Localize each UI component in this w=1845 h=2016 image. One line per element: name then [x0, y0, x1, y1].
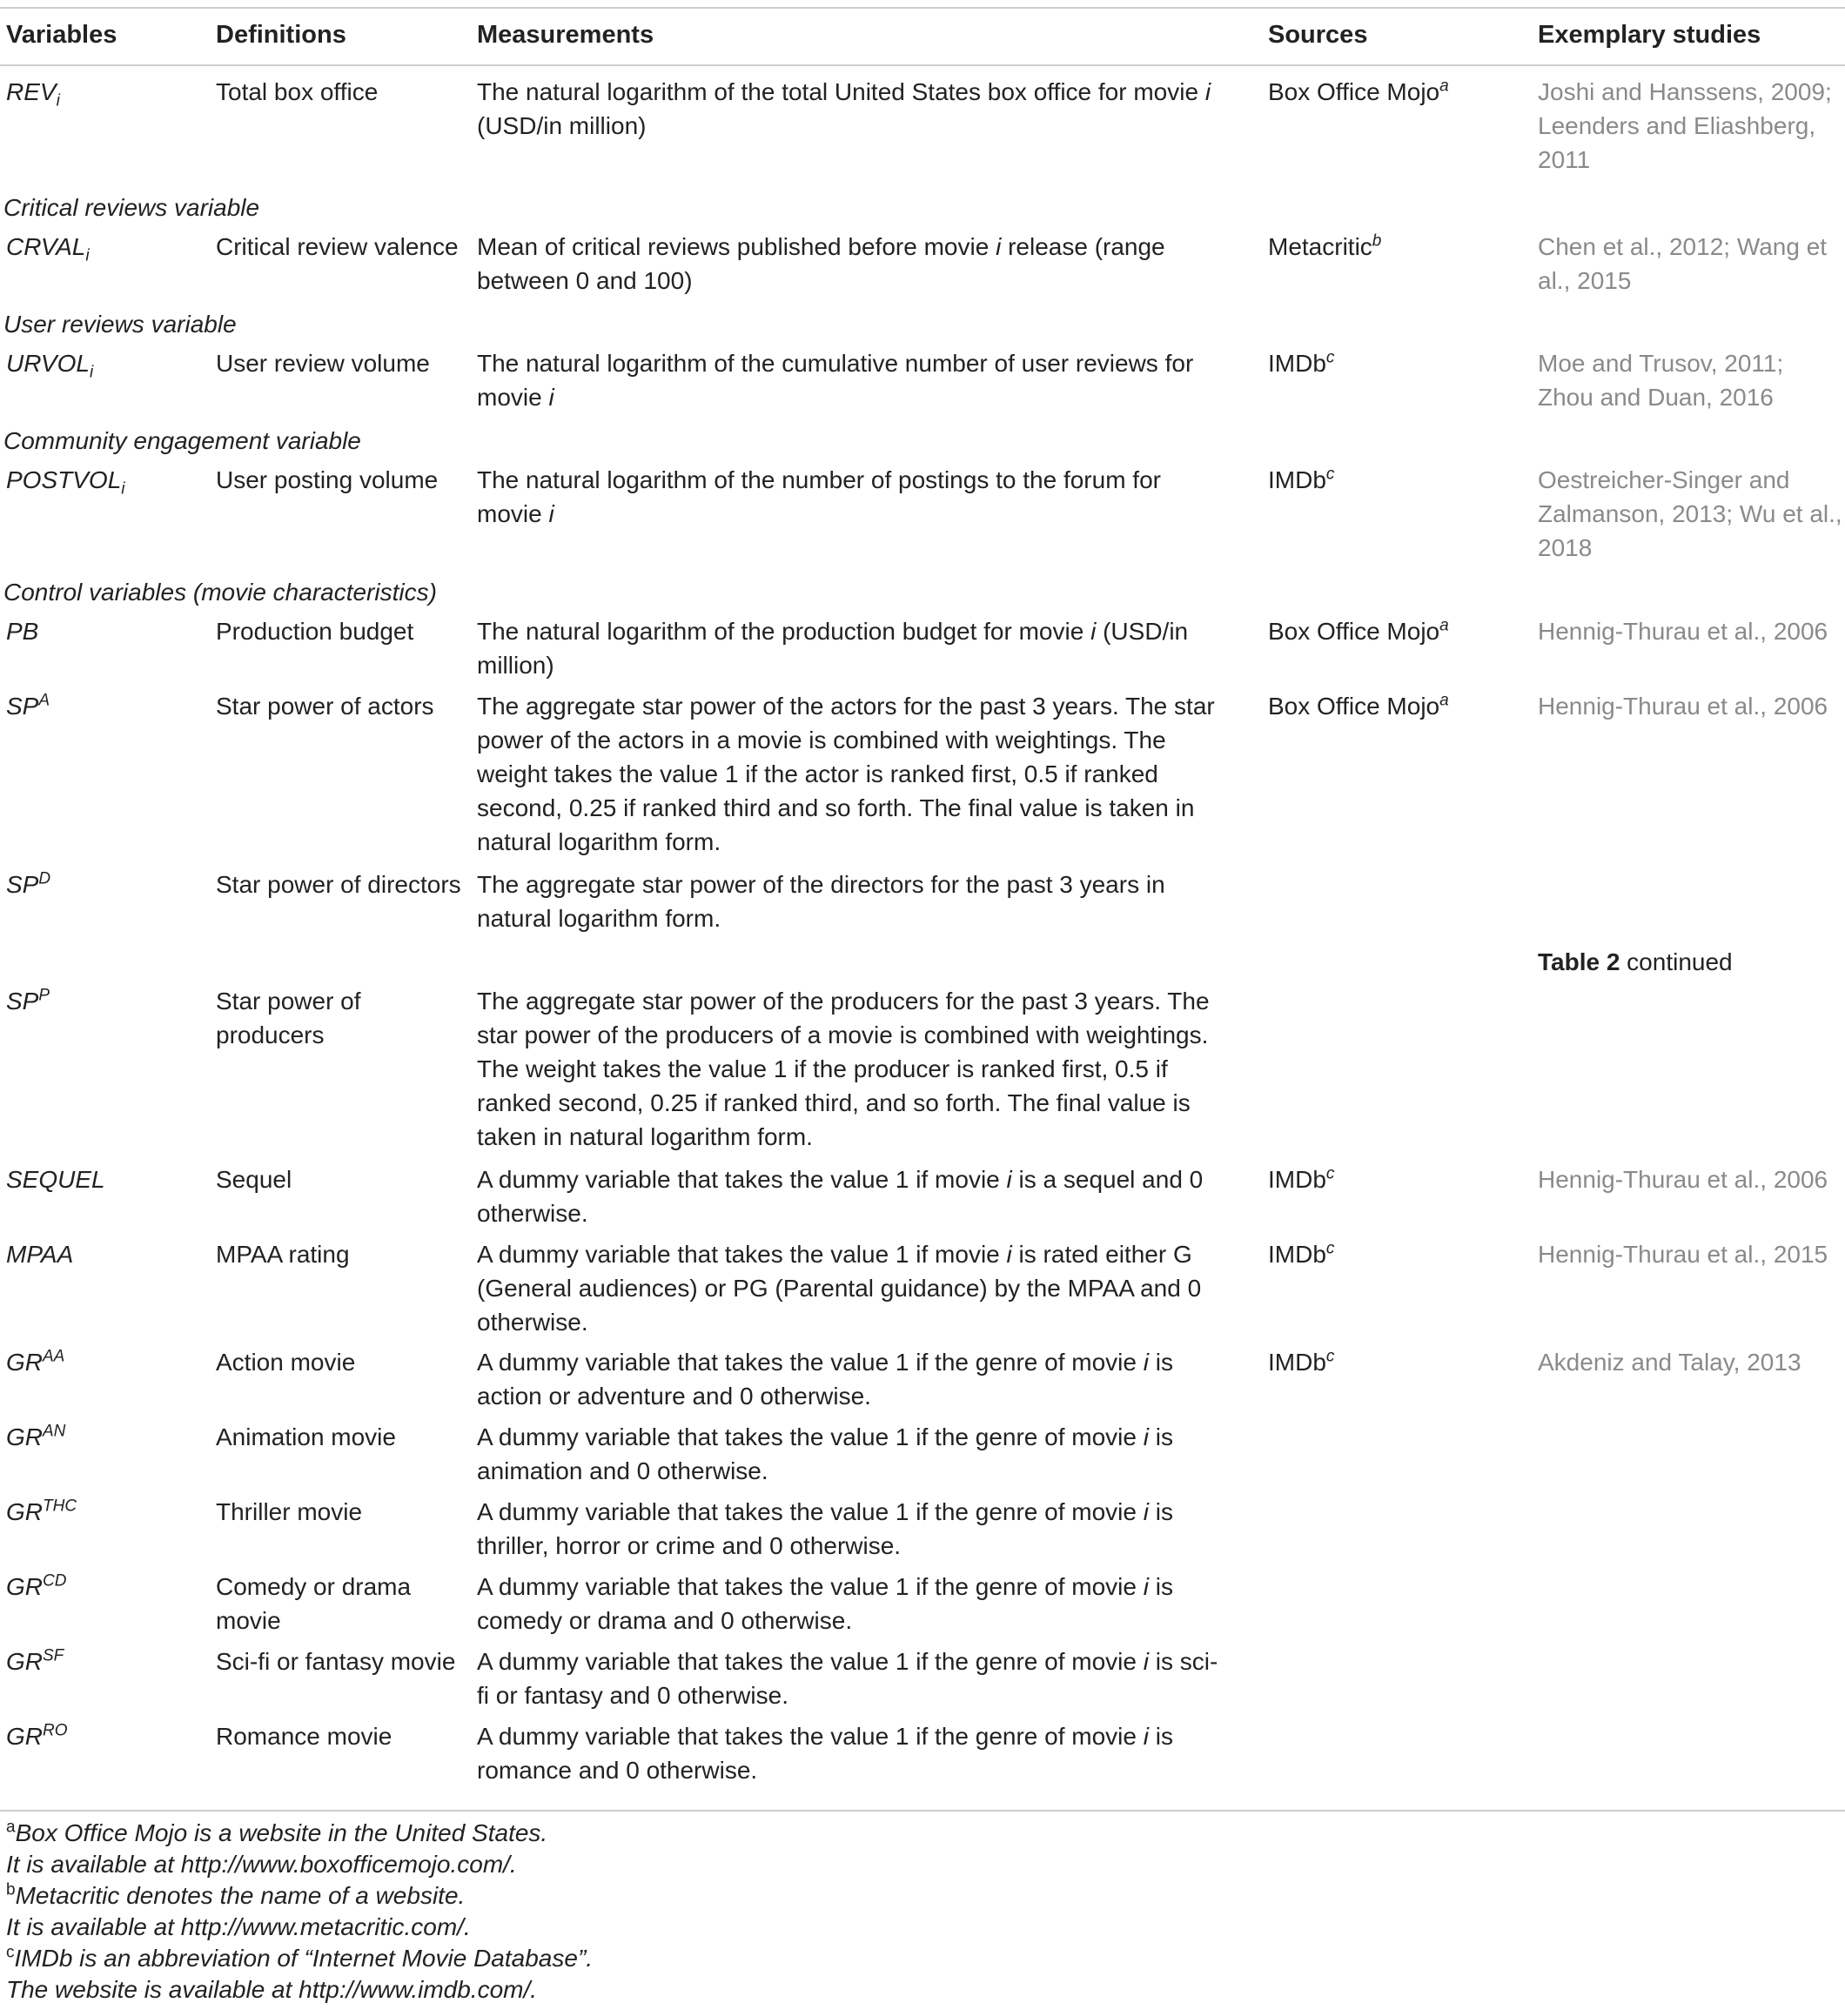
- variable-symbol: GR: [6, 1723, 43, 1750]
- definition-cell: User posting volume: [216, 466, 439, 493]
- source-name: IMDb: [1268, 1166, 1326, 1193]
- variable-cell: [6, 1345, 206, 1379]
- variable-symbol: GR: [6, 1648, 43, 1675]
- movie-index: i: [1143, 1573, 1149, 1600]
- variable-superscript: P: [38, 986, 50, 1005]
- source-name: IMDb: [1268, 350, 1326, 377]
- source-cell: [1268, 1237, 1529, 1271]
- definition-cell: Romance movie: [216, 1723, 392, 1750]
- source-cell: [1268, 689, 1529, 723]
- definition-cell: User review volume: [216, 350, 430, 377]
- source-footnote-mark: c: [1325, 465, 1335, 484]
- source-cell: [1268, 463, 1529, 497]
- variable-symbol: POSTVOL: [6, 466, 122, 493]
- continued-bold: Table 2: [1538, 948, 1620, 975]
- bottom-rule: [0, 1810, 1845, 1812]
- definition-cell: Star power of actors: [216, 693, 434, 720]
- variable-symbol: GR: [6, 1349, 43, 1376]
- variable-symbol: REV: [6, 78, 57, 105]
- source-name: IMDb: [1268, 466, 1326, 493]
- source-cell: [1268, 1345, 1529, 1379]
- movie-index: i: [1143, 1349, 1149, 1376]
- variable-symbol: SP: [6, 988, 39, 1015]
- variable-cell: [6, 1570, 206, 1604]
- definition-cell: MPAA rating: [216, 1241, 350, 1268]
- measurement-cell: A dummy variable that takes the value 1 if movie i is rated either G (General audiences) or PG (Parental guidance) by the MPAA and 0 otherwise.: [477, 1241, 1202, 1336]
- source-name: Box Office Mojo: [1268, 618, 1440, 645]
- continued-rest: continued: [1620, 948, 1733, 975]
- footnote-mark: a: [6, 1818, 16, 1837]
- variable-cell: [6, 346, 206, 380]
- variable-superscript: SF: [43, 1646, 64, 1665]
- footnote-line: [6, 1817, 547, 1849]
- measurement-cell: The aggregate star power of the producers for the past 3 years. The star power of the producers of a movie is combined with weightings. The weight takes the value 1 if the producer is ranked first, 0.5 if ranked second, 0.25 if ranked third, and so forth. The final value is taken in natural logarithm form.: [477, 988, 1210, 1150]
- footnote-text: Metacritic denotes the name of a website.: [15, 1882, 466, 1909]
- header-sources: Sources: [1268, 21, 1368, 49]
- footnote-line: [6, 1973, 537, 2006]
- footnote-line: [6, 1879, 465, 1912]
- variable-symbol: GR: [6, 1423, 43, 1450]
- measurement-cell: The natural logarithm of the total United States box office for movie i (USD/in million): [477, 78, 1211, 139]
- movie-index: i: [1006, 1241, 1012, 1268]
- measurement-cell: A dummy variable that takes the value 1 if the genre of movie i is animation and 0 otherwise.: [477, 1423, 1173, 1484]
- variable-cell: [6, 75, 206, 109]
- source-name: Metacritic: [1268, 233, 1372, 260]
- movie-index: i: [1143, 1498, 1149, 1525]
- measurement-cell: A dummy variable that takes the value 1 if the genre of movie i is sci-fi or fantasy and 0 otherwise.: [477, 1648, 1218, 1709]
- source-footnote-mark: c: [1325, 1347, 1335, 1366]
- source-footnote-mark: a: [1439, 77, 1449, 96]
- source-footnote-mark: a: [1439, 616, 1449, 635]
- variable-cell: [6, 1420, 206, 1454]
- variable-cell: [6, 1719, 206, 1753]
- variable-symbol: SP: [6, 693, 39, 720]
- measurement-cell: A dummy variable that takes the value 1 if movie i is a sequel and 0 otherwise.: [477, 1166, 1204, 1227]
- variable-subscript: i: [56, 91, 60, 111]
- variable-symbol: MPAA: [6, 1241, 74, 1268]
- table-continued-note: [1538, 945, 1733, 979]
- source-name: IMDb: [1268, 1349, 1326, 1376]
- source-cell: [1268, 230, 1529, 264]
- definition-cell: Thriller movie: [216, 1498, 363, 1525]
- section-community-engagement: Community engagement variable: [3, 427, 361, 454]
- source-footnote-mark: a: [1439, 691, 1449, 710]
- footnote-line: [6, 1848, 517, 1880]
- variable-cell: [6, 614, 206, 648]
- variable-symbol: CRVAL: [6, 233, 86, 260]
- source-footnote-mark: c: [1325, 1164, 1335, 1183]
- movie-index: i: [1143, 1723, 1149, 1750]
- variable-superscript: CD: [43, 1571, 67, 1591]
- header-rule: [0, 64, 1845, 66]
- footnote-text: Box Office Mojo is a website in the United States.: [15, 1819, 548, 1846]
- source-cell: [1268, 75, 1529, 109]
- variable-superscript: AA: [43, 1347, 65, 1366]
- definition-cell: Star power of directors: [216, 871, 461, 898]
- footnote-line: [6, 1911, 471, 1943]
- measurement-cell: A dummy variable that takes the value 1 if the genre of movie i is comedy or drama and 0 otherwise.: [477, 1573, 1173, 1634]
- source-footnote-mark: c: [1325, 348, 1335, 367]
- variable-superscript: THC: [43, 1497, 77, 1516]
- definition-cell: Critical review valence: [216, 233, 459, 260]
- footnote-text: The website is available at http://www.imdb.com/.: [6, 1976, 538, 2003]
- measurement-cell: The natural logarithm of the cumulative number of user reviews for movie i: [477, 350, 1194, 411]
- variable-symbol: GR: [6, 1498, 43, 1525]
- study-cell: Oestreicher-Singer and Zalmanson, 2013; Wu et al., 2018: [1538, 466, 1842, 561]
- footnote-mark: b: [6, 1880, 16, 1899]
- study-cell: Moe and Trusov, 2011; Zhou and Duan, 2016: [1538, 350, 1784, 411]
- section-critical-reviews: Critical reviews variable: [3, 194, 260, 221]
- variable-subscript: i: [121, 479, 125, 499]
- section-user-reviews: User reviews variable: [3, 311, 237, 338]
- header-measurements: Measurements: [477, 21, 654, 49]
- variable-symbol: GR: [6, 1573, 43, 1600]
- definition-cell: Sequel: [216, 1166, 292, 1193]
- variable-cell: [6, 1495, 206, 1529]
- header-variables: Variables: [6, 21, 117, 49]
- definition-cell: Star power of producers: [216, 988, 361, 1048]
- study-cell: Hennig-Thurau et al., 2006: [1538, 618, 1828, 645]
- source-footnote-mark: c: [1325, 1239, 1335, 1258]
- variable-symbol: URVOL: [6, 350, 90, 377]
- footnote-text: IMDb is an abbreviation of “Internet Movie Database”.: [14, 1945, 594, 1972]
- measurement-cell: The natural logarithm of the number of postings to the forum for movie i: [477, 466, 1161, 527]
- variable-superscript: A: [38, 691, 50, 710]
- variable-superscript: AN: [43, 1422, 66, 1441]
- variable-subscript: i: [85, 246, 90, 265]
- header-exemplary-studies: Exemplary studies: [1538, 21, 1761, 49]
- footnote-line: [6, 1942, 593, 1974]
- variable-symbol: SEQUEL: [6, 1166, 105, 1193]
- movie-index: i: [548, 500, 554, 527]
- section-control-variables: Control variables (movie characteristics): [3, 579, 437, 606]
- movie-index: i: [548, 384, 554, 411]
- measurement-cell: The aggregate star power of the directors for the past 3 years in natural logarithm form.: [477, 871, 1165, 932]
- variable-symbol: PB: [6, 618, 39, 645]
- movie-index: i: [996, 233, 1002, 260]
- movie-index: i: [1090, 618, 1097, 645]
- variable-cell: [6, 463, 206, 497]
- source-name: Box Office Mojo: [1268, 78, 1440, 105]
- source-cell: [1268, 1162, 1529, 1196]
- definition-cell: Total box office: [216, 78, 379, 105]
- study-cell: Akdeniz and Talay, 2013: [1538, 1349, 1801, 1376]
- footnote-text: It is available at http://www.metacritic.com/.: [6, 1913, 471, 1940]
- variable-superscript: RO: [43, 1721, 68, 1740]
- variable-superscript: D: [38, 869, 51, 888]
- header-definitions: Definitions: [216, 21, 346, 49]
- variable-subscript: i: [89, 363, 94, 382]
- measurement-cell: The aggregate star power of the actors for the past 3 years. The star power of the actors in a movie is combined with weightings. The weight takes the value 1 if the actor is ranked first, 0.5 if ranked second, 0.25 if ranked third and so forth. The final value is taken in natural logarithm form.: [477, 693, 1215, 855]
- variable-cell: [6, 230, 206, 264]
- definition-cell: Sci-fi or fantasy movie: [216, 1648, 456, 1675]
- definition-cell: Comedy or drama movie: [216, 1573, 412, 1634]
- measurement-cell: The natural logarithm of the production budget for movie i (USD/in million): [477, 618, 1189, 679]
- measurement-cell: A dummy variable that takes the value 1 if the genre of movie i is thriller, horror or crime and 0 otherwise.: [477, 1498, 1173, 1559]
- definition-cell: Production budget: [216, 618, 414, 645]
- measurement-cell: A dummy variable that takes the value 1 if the genre of movie i is action or adventure and 0 otherwise.: [477, 1349, 1173, 1410]
- variable-symbol: SP: [6, 871, 39, 898]
- top-rule: [0, 7, 1845, 9]
- definition-cell: Action movie: [216, 1349, 356, 1376]
- study-cell: Hennig-Thurau et al., 2015: [1538, 1241, 1828, 1268]
- movie-index: i: [1143, 1648, 1149, 1675]
- source-footnote-mark: b: [1372, 231, 1382, 251]
- footnote-mark: c: [6, 1943, 15, 1962]
- variable-cell: [6, 1237, 206, 1271]
- variable-cell: [6, 867, 206, 901]
- movie-index: i: [1006, 1166, 1012, 1193]
- source-cell: [1268, 346, 1529, 380]
- study-cell: Joshi and Hanssens, 2009; Leenders and Eliashberg, 2011: [1538, 78, 1832, 173]
- movie-index: i: [1143, 1423, 1149, 1450]
- measurement-cell: A dummy variable that takes the value 1 if the genre of movie i is romance and 0 otherwise.: [477, 1723, 1173, 1784]
- study-cell: Hennig-Thurau et al., 2006: [1538, 1166, 1828, 1193]
- variable-cell: [6, 1162, 206, 1196]
- source-cell: [1268, 614, 1529, 648]
- variable-cell: [6, 984, 206, 1018]
- measurement-cell: Mean of critical reviews published before movie i release (range between 0 and 100): [477, 233, 1165, 294]
- study-cell: Chen et al., 2012; Wang et al., 2015: [1538, 233, 1828, 294]
- movie-index: i: [1204, 78, 1211, 105]
- variable-cell: [6, 1644, 206, 1678]
- source-name: IMDb: [1268, 1241, 1326, 1268]
- source-name: Box Office Mojo: [1268, 693, 1440, 720]
- definition-cell: Animation movie: [216, 1423, 396, 1450]
- footnote-text: It is available at http://www.boxofficemojo.com/.: [6, 1851, 517, 1878]
- variable-cell: [6, 689, 206, 723]
- study-cell: Hennig-Thurau et al., 2006: [1538, 693, 1828, 720]
